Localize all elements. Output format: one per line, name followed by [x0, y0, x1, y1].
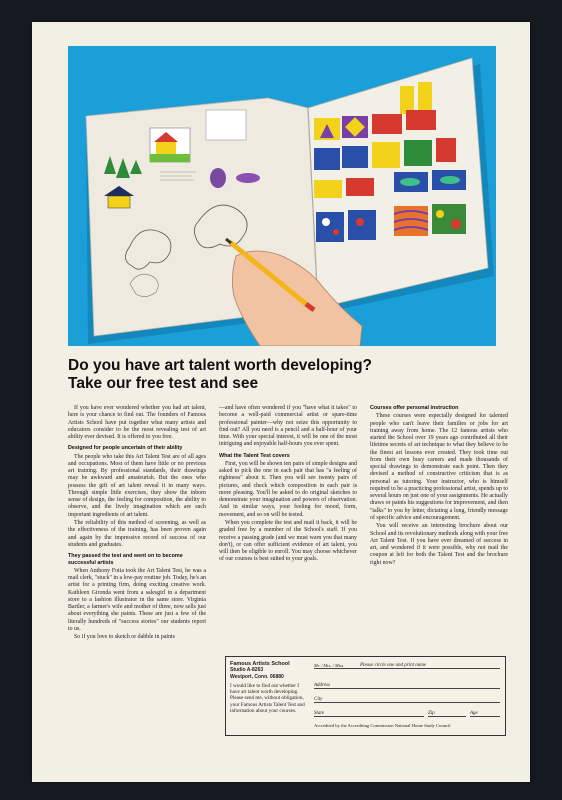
subhead-courses-offer: Courses offer personal instruction — [370, 405, 459, 411]
design-option — [314, 148, 340, 170]
design-option — [372, 142, 400, 168]
column-3 — [370, 405, 508, 568]
column-2 — [219, 405, 357, 565]
headline-line-1: Do you have art talent worth developing? — [68, 357, 373, 374]
design-option — [418, 82, 432, 110]
state-field[interactable] — [314, 709, 424, 717]
paragraph: You will receive an interesting brochure about our School and its revolutionary methods along with your free Art Talent Test. If you have ever dreamed of success in art, and wondered if it were possible, why not mail the coupon at left for both the Talent Test and the brochure right now? — [370, 523, 508, 566]
coupon-school-name: Famous Artists School — [230, 661, 290, 667]
vase-shape — [210, 168, 226, 188]
mail-coupon — [225, 656, 506, 736]
fish-shape — [440, 176, 460, 184]
dot-shape — [436, 210, 444, 218]
small-house-icon — [108, 196, 130, 208]
blank-sketch-box — [206, 110, 246, 140]
accreditation-note: Accredited by the Accrediting Commission National Home Study Council — [314, 723, 451, 728]
city-label: City — [314, 696, 323, 702]
age-label: Age — [470, 710, 478, 716]
design-option — [400, 86, 414, 114]
paragraph: These courses were especially designed for talented people who can't leave their families or jobs for art training away from home. The 12 famous artists who started the School over 19 years ago contributed all their lifetime secrets of art technique to what they believe to be the finest art lessons ever created. They took time out from their own busy careers and made thousands of special drawings to demonstrate each point. Then they devised a method of constructive criticism that is as personal as tutoring. Your instructor, who is himself required to be a practicing professional artist, spends up to several hours on just one of your assignments. He actually draws or paints his suggestions for improvement, and then "talks" to you by letter, dictating a long, friendly message of specific advice and encouragement. — [370, 413, 508, 521]
state-label: State — [314, 710, 324, 716]
paragraph: So if you love to sketch or dabble in paints — [74, 634, 175, 641]
bowl-shape — [236, 173, 260, 183]
design-option — [436, 138, 456, 162]
subhead-designed-for: Designed for people uncertain of their ability — [68, 445, 183, 452]
coupon-address: Westport, Conn. 06880 — [230, 673, 284, 680]
coupon-studio: Studio A-8263 — [230, 667, 264, 674]
address-label: Address — [314, 682, 330, 688]
paragraph: When Anthony Fotia took the Art Talent Test, he was a mail clerk, "stuck" in a low-pay routine job. Today, he's an artist for a printing firm, doing exciting creative work. Kathleen Gironda went from a salesgirl in a department store to a fashion illustrator in the same store. Virginia Bartler, a farmer's wife and mother of three, now sells just about everything she paints. These are just a few of the literally hundreds of "success stories" our students report to us. — [68, 567, 206, 632]
dot-shape — [322, 218, 330, 226]
grass-shape — [150, 154, 190, 162]
hero-illustration — [68, 46, 496, 346]
fish-shape — [400, 178, 420, 186]
paragraph: The reliability of this method of screening, as well as the effectiveness of the training, has been proven again and again by the impressive record of success of our students and graduates. — [68, 520, 206, 548]
design-option — [372, 114, 402, 134]
design-option — [314, 180, 342, 198]
house-shape — [156, 142, 176, 154]
subhead-what-test-covers: What the Talent Test covers — [219, 452, 290, 459]
coupon-request-text: I would like to find out whether I have art talent worth developing. Please send me, without obligation, your Famous Artists Talent Test and information about your courses. — [230, 682, 305, 715]
coupon-school-info — [230, 661, 308, 714]
design-option — [432, 204, 466, 234]
dot-shape — [333, 229, 339, 235]
zip-label: Zip — [428, 710, 435, 716]
headline — [68, 357, 508, 393]
title-options-label: Mr. / Mrs. / Miss — [314, 662, 344, 668]
design-option — [342, 146, 368, 168]
test-booklet-illustration — [68, 46, 496, 346]
city-field[interactable] — [314, 695, 500, 703]
subhead-they-passed: They passed the test and went on to become successful artists — [68, 553, 183, 566]
paragraph: First, you will be shown ten pairs of simple designs and asked to pick the one in each pair that has "a feeling of rightness" about it. Then you will see twenty pairs of pictures, and check which composition in each pair is more pleasing. You'll be asked to do original sketches to demonstrate your imagination and powers of observation. And in similar ways, your feeling for mood, form, movement, and so on will be tested. — [219, 460, 357, 518]
design-option — [316, 212, 344, 242]
magazine-page — [32, 22, 530, 782]
paragraph: The people who take this Art Talent Test are of all ages and occupations. Most of them have little or no previous art training. By professional standards, their drawings may be awkward and amateurish. But the ones who possess the gift of art talent reveal it in many ways. Through simple little exercises, they show the inborn sense of design, the feeling for composition, the ability to observe, and the lively imagination which are such important ingredients of art talent. — [68, 453, 206, 518]
headline-line-2: Take our free test and see — [68, 375, 259, 392]
dot-shape — [451, 219, 461, 229]
design-option — [406, 110, 436, 130]
paragraph: —and have often wondered if you "have what it takes" to become a well-paid commercial artist or spare-time professional painter—why not seize this opportunity to find out? All you need is a pencil and a half-hour of your time. With your special interest, it will be one of the most intriguing and enjoyable half-hours you ever spent. — [219, 405, 357, 448]
intro-paragraph: If you have ever wondered whether you had art talent, here is your chance to find out. The founders of Famous Artists School have put together what many artists and educators consider to be the most revealing test of art ability ever devised. It is offered to you free. — [68, 405, 206, 440]
name-hint-label: Please circle one and print name — [360, 662, 427, 668]
design-option — [346, 178, 374, 196]
design-option — [404, 140, 432, 166]
paragraph: When you complete the test and mail it back, it will be graded free by a member of the School's staff. If you receive a passing grade (and we must warn you that many don't), or can offer sufficient evidence of art talent, you will then be eligible to enroll. You may choose whichever of our courses is best suited to your goals. — [219, 520, 357, 563]
zip-field[interactable] — [428, 709, 466, 717]
column-1 — [68, 405, 206, 643]
coupon-form — [314, 661, 500, 731]
address-field[interactable] — [314, 681, 500, 689]
dot-shape — [356, 218, 364, 226]
age-field[interactable] — [470, 709, 500, 717]
name-field[interactable] — [314, 661, 500, 669]
